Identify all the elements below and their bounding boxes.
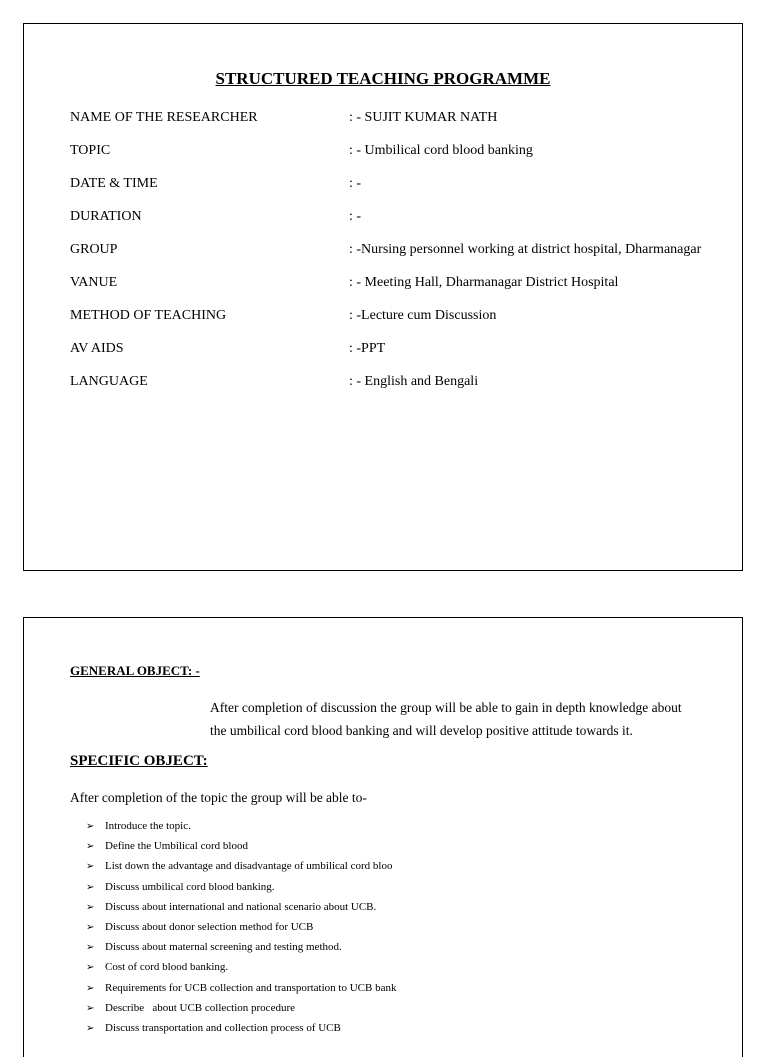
arrow-bullet-icon: ➢ [86,901,95,913]
list-item [86,877,396,897]
info-value: : - SUJIT KUMAR NATH [349,110,498,125]
document-page-1 [23,23,743,571]
specific-object-heading: SPECIFIC OBJECT: [70,753,208,769]
arrow-bullet-icon: ➢ [86,861,95,873]
list-item [86,998,396,1018]
objective-text: Introduce the topic. [105,820,191,832]
objective-text: Describe about UCB collection procedure [105,1001,295,1014]
list-item [86,1018,396,1038]
objective-text: Discuss about maternal screening and testing method. [105,941,342,954]
list-item [86,937,396,957]
objectives-list [86,816,396,1038]
info-label: DURATION [70,209,142,224]
list-item [86,856,396,876]
objective-text: Discuss about international and national scenario about UCB. [105,900,377,913]
info-value: : - [349,176,362,191]
arrow-bullet-icon: ➢ [86,982,95,994]
arrow-bullet-icon: ➢ [86,1022,95,1034]
specific-object-intro: After completion of the topic the group will be able to- [70,790,367,805]
list-item [86,978,396,998]
objective-text: Requirements for UCB collection and transportation to UCB bank [105,981,397,994]
info-label: AV AIDS [70,341,124,356]
list-item [86,917,396,937]
info-label: VANUE [70,275,118,290]
arrow-bullet-icon: ➢ [86,841,95,853]
arrow-bullet-icon: ➢ [86,962,95,974]
info-label: NAME OF THE RESEARCHER [70,110,258,125]
arrow-bullet-icon: ➢ [86,1002,95,1014]
list-item [86,897,396,917]
objective-text: Discuss transportation and collection process of UCB [105,1021,341,1034]
info-value: : - [349,209,362,224]
info-value: : - Umbilical cord blood banking [349,143,533,158]
list-item [86,957,396,977]
document-title: STRUCTURED TEACHING PROGRAMME [215,69,551,88]
info-value: : -PPT [349,341,386,356]
objective-text: Define the Umbilical cord blood [105,840,248,853]
document-page-2 [23,617,743,1057]
info-label: GROUP [70,242,118,257]
arrow-bullet-icon: ➢ [86,881,95,893]
objective-text: List down the advantage and disadvantage of umbilical cord bloo [105,860,393,873]
list-item [86,816,396,836]
info-value: : -Nursing personnel working at district hospital, Dharmanagar [349,242,702,257]
arrow-bullet-icon: ➢ [86,921,95,933]
objective-text: Discuss about donor selection method for UCB [105,920,314,933]
info-label: TOPIC [70,143,111,158]
objective-text: Discuss umbilical cord blood banking. [105,880,275,893]
info-label: METHOD OF TEACHING [70,308,227,323]
info-label: DATE & TIME [70,176,158,191]
arrow-bullet-icon: ➢ [86,821,95,832]
info-label: LANGUAGE [70,374,148,389]
list-item [86,836,396,856]
general-object-heading: GENERAL OBJECT: - [70,663,200,678]
info-value: : - Meeting Hall, Dharmanagar District Hospital [349,275,619,290]
objective-text: Cost of cord blood banking. [105,961,229,974]
general-object-text: After completion of discussion the group will be able to gain in depth knowledge about the umbilical cord blood banking and will develop positive attitude towards it. [210,700,682,738]
arrow-bullet-icon: ➢ [86,942,95,954]
info-value: : -Lecture cum Discussion [349,308,497,323]
info-value: : - English and Bengali [349,374,479,389]
